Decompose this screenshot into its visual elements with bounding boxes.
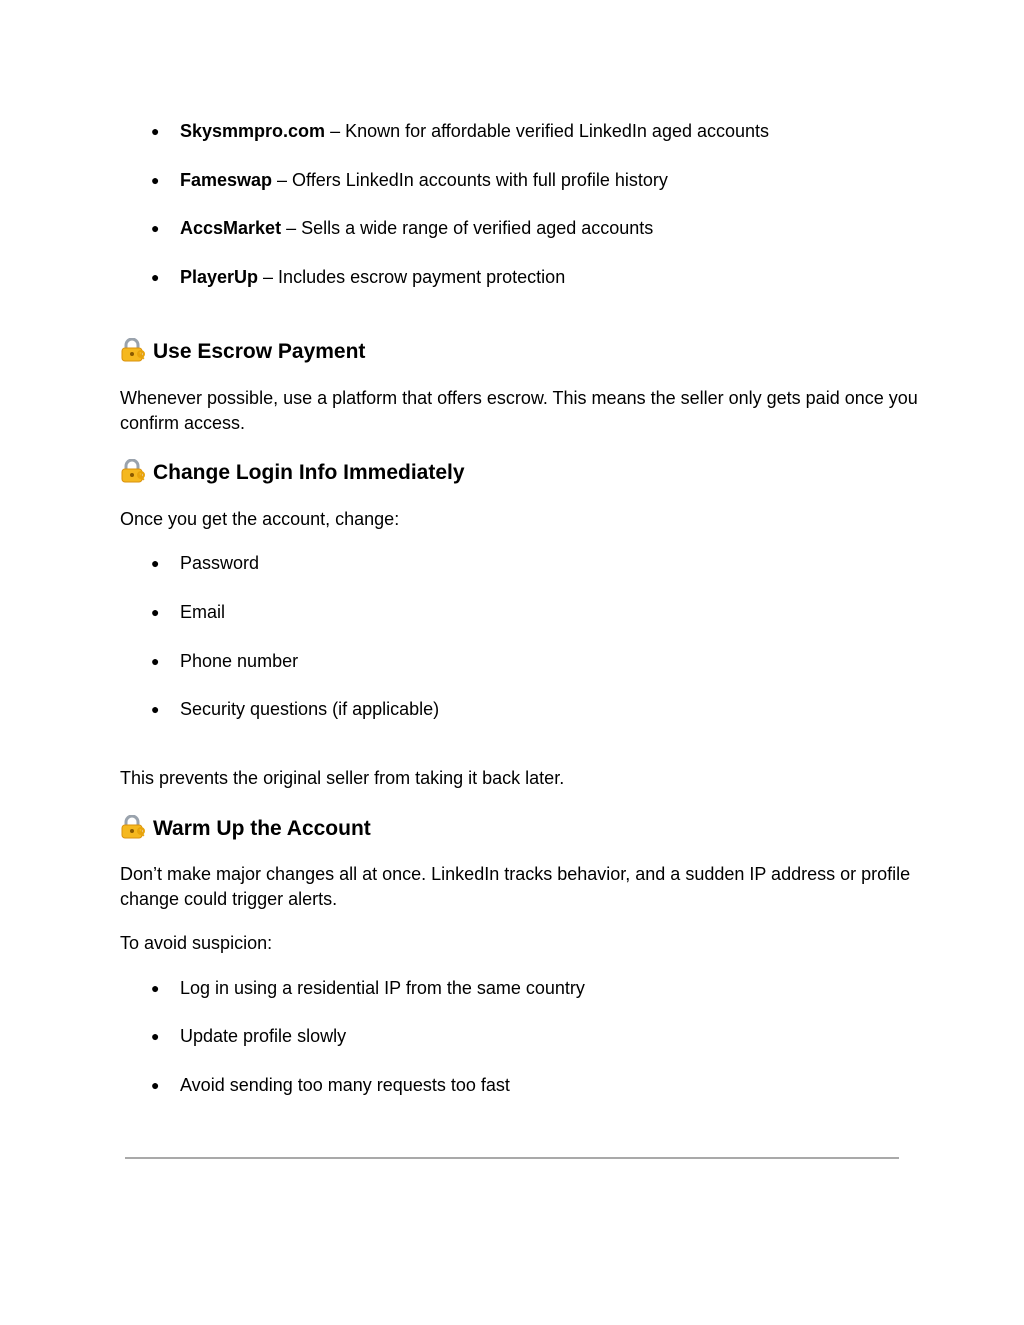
- list-item: [151, 1024, 346, 1048]
- marketplace-description: – Offers LinkedIn accounts with full profile history: [272, 170, 668, 190]
- list-item: [151, 600, 225, 624]
- section-intro-warm-up: To avoid suspicion:: [120, 933, 273, 953]
- section-body-warm-up: Don’t make major changes all at once. LinkedIn tracks behavior, and a sudden IP address or profile change could trigger alerts.: [120, 864, 911, 909]
- list-item: [151, 649, 298, 673]
- bullet-icon: ●: [151, 123, 160, 139]
- list-item-text: Update profile slowly: [180, 1026, 347, 1046]
- section-body-escrow: Whenever possible, use a platform that offers escrow. This means the seller only gets paid once you confirm access.: [120, 388, 918, 433]
- bullet-icon: ●: [151, 269, 160, 285]
- list-item: [151, 697, 439, 721]
- bullet-icon: ●: [151, 653, 160, 669]
- section-heading-login: [120, 459, 465, 487]
- section-intro-login: Once you get the account, change:: [120, 509, 400, 529]
- marketplace-name: PlayerUp: [180, 267, 259, 287]
- list-item-text: Email: [180, 602, 226, 622]
- locked-with-key-icon: [120, 459, 146, 483]
- bullet-icon: ●: [151, 555, 160, 571]
- section-title: Warm Up the Account: [153, 817, 371, 840]
- marketplace-name: Fameswap: [180, 170, 273, 190]
- section-outro-login: This prevents the original seller from taking it back later.: [120, 768, 565, 788]
- list-item-text: Phone number: [180, 651, 299, 671]
- bullet-icon: ●: [151, 172, 160, 188]
- marketplace-description: – Includes escrow payment protection: [258, 267, 566, 287]
- list-item-text: Log in using a residential IP from the same country: [180, 978, 585, 998]
- list-item: [151, 1073, 510, 1097]
- marketplace-description: – Sells a wide range of verified aged accounts: [281, 218, 654, 238]
- locked-with-key-icon: [120, 815, 146, 839]
- bullet-icon: ●: [151, 604, 160, 620]
- locked-with-key-icon: [120, 338, 146, 362]
- bullet-icon: ●: [151, 1028, 160, 1044]
- list-item: [151, 216, 653, 240]
- list-item: [151, 976, 585, 1000]
- marketplace-description: – Known for affordable verified LinkedIn aged accounts: [325, 121, 770, 141]
- list-item: [151, 551, 259, 575]
- section-heading-warm-up: [120, 815, 371, 843]
- list-item-text: Avoid sending too many requests too fast: [180, 1075, 510, 1095]
- bullet-icon: ●: [151, 701, 160, 717]
- section-title: Change Login Info Immediately: [153, 461, 465, 484]
- list-item: [151, 265, 565, 289]
- marketplace-name: AccsMarket: [180, 218, 282, 238]
- marketplace-name: Skysmmpro.com: [180, 121, 326, 141]
- list-item: [151, 168, 668, 192]
- list-item-text: Password: [180, 553, 260, 573]
- bullet-icon: ●: [151, 1077, 160, 1093]
- section-heading-escrow: [120, 338, 365, 366]
- list-item: [151, 119, 769, 143]
- section-title: Use Escrow Payment: [153, 340, 366, 363]
- list-item-text: Security questions (if applicable): [180, 699, 440, 719]
- horizontal-rule: [125, 1157, 899, 1159]
- bullet-icon: ●: [151, 220, 160, 236]
- bullet-icon: ●: [151, 980, 160, 996]
